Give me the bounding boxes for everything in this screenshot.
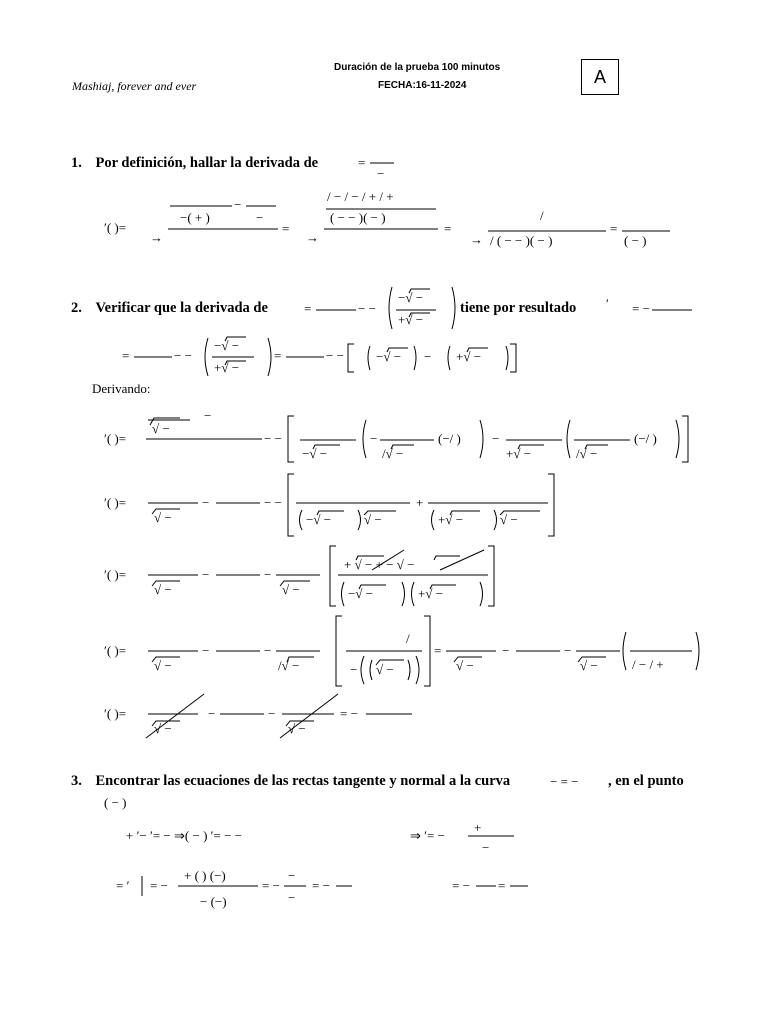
svg-text:′( )=: ′( )= (104, 643, 127, 658)
svg-text:= −: = − (150, 878, 168, 893)
svg-text:−: − (564, 643, 572, 658)
svg-text:−√ −: −√ − (214, 338, 240, 353)
svg-text:√ −: √ − (580, 658, 598, 673)
svg-text:−: − (288, 868, 296, 883)
svg-text:+ ′− ′= − ⇒( −: + ′− ′= − ⇒( − ) ′= − − (126, 828, 242, 843)
svg-text:′( )=: ′( )= (104, 706, 127, 721)
svg-text:= ′: = ′ (116, 878, 130, 893)
svg-text:−: − (268, 706, 276, 721)
svg-text:−: − (256, 210, 264, 225)
svg-text:− −: − − (174, 348, 192, 363)
svg-text:−: − (264, 567, 272, 582)
svg-text:−: − (202, 567, 210, 582)
svg-text:/ ( − − )( − ): / ( − − )( − ) (490, 233, 553, 248)
svg-text:√ −: √ − (154, 658, 172, 673)
svg-text:+√ −: +√ − (418, 586, 444, 601)
derivando-label: Derivando: (92, 381, 151, 396)
svg-text:(−/ ): (−/ ) (634, 431, 657, 446)
svg-text:→: → (150, 230, 163, 245)
svg-text:=: = (610, 221, 618, 236)
svg-text:=: = (304, 301, 312, 316)
svg-text:−: − (234, 197, 242, 212)
svg-text:+ √ − + − √ −: + √ − + − √ − (344, 557, 415, 572)
svg-text:=: = (498, 878, 506, 893)
svg-text:√ −: √ − (376, 662, 394, 677)
svg-text:/ − / − / + / +: / − / − / + / + (327, 189, 394, 204)
svg-text:→: → (470, 232, 483, 247)
svg-text:= −: = − (452, 878, 470, 893)
svg-text:+√ −: +√ − (438, 512, 464, 527)
question-3-text: Encontrar las ecuaciones de las rectas tangente y normal a la curva (95, 773, 511, 789)
question-3-suffix: , en el punto (608, 773, 684, 789)
svg-text:′( )=: ′( )= (104, 495, 127, 510)
exam-duration: Duración de la prueba 100 minutos (334, 62, 501, 73)
svg-text:/√ −: /√ − (382, 446, 404, 461)
question-2-suffix: tiene por resultado (460, 300, 577, 316)
svg-text:√ −: √ − (500, 512, 518, 527)
svg-text:−( + ): −( + ) (180, 210, 210, 225)
svg-text:−: − (370, 431, 378, 446)
svg-text:−√ −: −√ − (302, 446, 328, 461)
svg-text:√ −: √ − (364, 512, 382, 527)
svg-text:+√ −: +√ − (214, 360, 240, 375)
svg-text:=: = (434, 643, 442, 658)
svg-text:= −: = − (340, 706, 358, 721)
svg-text:−: − (424, 349, 432, 364)
exam-date: FECHA:16-11-2024 (378, 80, 467, 91)
svg-text:−: − (264, 643, 272, 658)
svg-text:/: / (540, 208, 544, 223)
svg-text:−: − (377, 166, 385, 181)
svg-text:/: / (406, 631, 410, 646)
svg-text:′( )=: ′( )= (104, 567, 127, 582)
svg-text:√ −: √ − (282, 582, 300, 597)
svg-text:( − ): ( − ) (104, 795, 127, 810)
question-2-text: Verificar que la derivada de (95, 300, 268, 316)
svg-text:⇒ ′= −: ⇒ ′= − (410, 828, 445, 843)
svg-text:= −: = − (262, 878, 280, 893)
question-1-text: Por definición, hallar la derivada de (95, 155, 319, 171)
svg-text:−: − (492, 431, 500, 446)
svg-text:−: − (288, 890, 296, 905)
svg-text:√ −: √ − (154, 510, 172, 525)
svg-text:−√ −: −√ − (398, 290, 424, 305)
svg-text:− −: − − (264, 431, 282, 446)
svg-text:√ −: √ − (154, 582, 172, 597)
svg-text:+√ −: +√ − (456, 349, 482, 364)
svg-text:=: = (444, 221, 452, 236)
svg-text:− −: − − (326, 348, 344, 363)
svg-text:/√ −: /√ − (576, 446, 598, 461)
svg-text:−√ −: −√ − (306, 512, 332, 527)
svg-text:→: → (306, 230, 319, 245)
svg-text:+: + (474, 820, 482, 835)
question-3-number: 3. (71, 773, 82, 789)
svg-text:=: = (274, 348, 282, 363)
svg-text:( − − )( − ): ( − − )( − ) (330, 210, 386, 225)
svg-text:−√ −: −√ − (348, 586, 374, 601)
svg-text:/ − / +: / − / + (632, 657, 664, 672)
svg-text:=: = (282, 221, 290, 236)
svg-text:−: − (202, 643, 210, 658)
svg-text:(−/ ): (−/ ) (438, 431, 461, 446)
exam-version-box: A (581, 59, 619, 95)
svg-text:+: + (416, 495, 424, 510)
svg-text:′( )=: ′( )= (104, 220, 127, 235)
svg-text:( − ): ( − ) (624, 233, 647, 248)
svg-text:−: − (350, 662, 358, 677)
header-motto: Mashiaj, forever and ever (72, 79, 197, 93)
svg-text:− −: − − (358, 301, 376, 316)
svg-text:+√ −: +√ − (398, 312, 424, 327)
svg-text:−: − (202, 495, 210, 510)
question-2-number: 2. (71, 300, 82, 316)
svg-text:√ −: √ − (152, 421, 170, 436)
question-1-number: 1. (71, 155, 82, 171)
svg-text:−: − (204, 408, 212, 423)
svg-text:= −: = − (632, 301, 650, 316)
svg-text:/√ −: /√ − (278, 658, 300, 673)
svg-text:√ −: √ − (456, 658, 474, 673)
svg-text:−: − (502, 643, 510, 658)
svg-text:√ −: √ − (154, 721, 172, 736)
svg-text:=: = (122, 348, 130, 363)
svg-text:− (−): − (−) (200, 894, 227, 909)
svg-text:−: − (208, 706, 216, 721)
svg-text:−√ −: −√ − (376, 349, 402, 364)
svg-text:= −: = − (312, 878, 330, 893)
svg-text:√ −: √ − (288, 721, 306, 736)
svg-text:=: = (358, 155, 366, 170)
svg-text:′( )=: ′( )= (104, 431, 127, 446)
svg-text:− = −: − = − (550, 774, 579, 789)
svg-text:′: ′ (606, 296, 609, 311)
svg-text:− −: − − (264, 495, 282, 510)
svg-text:−: − (482, 840, 490, 855)
svg-text:+ ( ) (−): + ( ) (−) (184, 868, 226, 883)
svg-text:+√ −: +√ − (506, 446, 532, 461)
